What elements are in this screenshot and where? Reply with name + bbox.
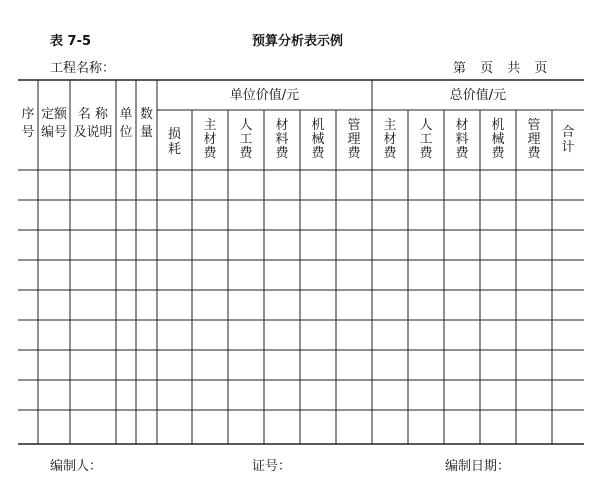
column-header-total-sub-2: 人工费: [419, 118, 433, 161]
column-header-quota-line2: 编号: [40, 125, 67, 140]
column-header-unit-sub-2: 人工费: [239, 118, 253, 161]
group-header-unit-value: 单位价值/元: [229, 88, 300, 103]
certificate-number-label: 证号：: [252, 459, 292, 474]
column-header-total-sub-5: 管理费: [527, 118, 541, 161]
column-header-total-sub-3: 材料费: [455, 118, 469, 161]
project-name-label: 工程名称：: [50, 61, 116, 76]
column-header-seq-line1: 序: [21, 107, 35, 122]
document-title: 预算分析表示例: [252, 34, 344, 49]
column-header-unit-sub-3: 材料费: [275, 118, 289, 161]
column-header-total-sub-4: 机械费: [491, 118, 505, 161]
column-header-unit-sub-1: 主材费: [203, 118, 217, 161]
column-header-loss-line1: 损: [167, 127, 181, 142]
column-header-seq-line2: 号: [21, 125, 35, 140]
group-header-total-value: 总价值/元: [449, 88, 507, 103]
column-header-sum-line1: 合: [561, 125, 575, 140]
column-header-name-line1: 名 称: [77, 107, 109, 122]
column-header-qty-line2: 量: [139, 125, 153, 140]
column-header-quota-line1: 定额: [40, 107, 67, 122]
column-header-total-sub-1: 主材费: [383, 118, 397, 161]
column-header-unit-sub-4: 机械费: [311, 118, 325, 161]
page-info: 第 页 共 页: [453, 61, 548, 76]
preparation-date-label: 编制日期：: [445, 459, 511, 474]
column-header-qty-line1: 数: [139, 107, 153, 122]
column-header-loss-line2: 耗: [167, 142, 181, 157]
table-number-label: 表 7-5: [50, 34, 92, 49]
preparer-label: 编制人：: [50, 459, 103, 474]
column-header-unit-sub-5: 管理费: [347, 118, 361, 161]
column-header-sum-line2: 计: [561, 140, 575, 155]
column-header-unit-line1: 单: [119, 107, 133, 122]
column-header-name-line2: 及说明: [73, 125, 113, 140]
column-header-unit-line2: 位: [119, 125, 133, 140]
